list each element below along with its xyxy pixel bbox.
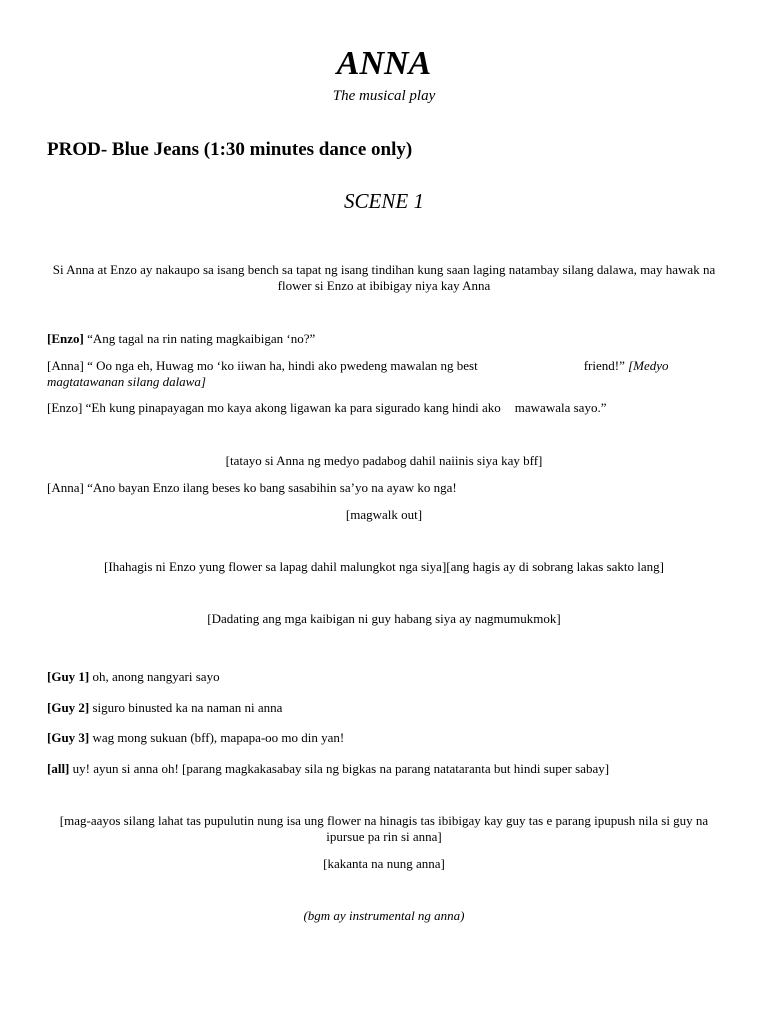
speaker-label: [Enzo] (47, 400, 83, 415)
dialogue-line-enzo-2 (47, 400, 723, 416)
scene-heading: SCENE 1 (344, 189, 424, 213)
dialogue-text: uy! ayun si anna oh! [parang magkakasabay sila ng bigkas na parang natataranta but hindi super sabay] (69, 761, 610, 776)
dialogue-line-guy-1 (47, 669, 723, 685)
dialogue-text: wag mong sukuan (bff), mapapa-oo mo din yan! (89, 730, 345, 745)
dialogue-line-anna-1 (47, 358, 723, 390)
dialogue-text: “Ang tagal na rin nating magkaibigan ‘no?” (83, 331, 316, 346)
speaker-label: [Guy 3] (47, 730, 90, 745)
dialogue-text: “Ano bayan Enzo ilang beses ko bang sasabihin sa’yo na ayaw ko nga! (83, 480, 457, 495)
speaker-label: [Guy 1] (47, 669, 90, 684)
dialogue-line-guy-3 (47, 730, 723, 746)
dialogue-line-anna-2 (47, 480, 723, 496)
bgm-note: (bgm ay instrumental ng anna) (303, 908, 465, 923)
speaker-label: [Anna] (47, 358, 84, 373)
dialogue-text: “Eh kung pinapayagan mo kaya akong ligawan ka para sigurado kang hindi ako (82, 400, 501, 415)
prod-heading: PROD- Blue Jeans (1:30 minutes dance only) (47, 139, 413, 160)
dialogue-text-cont: mawawala sayo.” (514, 400, 607, 415)
speaker-label: [Enzo] (47, 331, 84, 346)
dialogue-line-all (47, 761, 723, 777)
stage-direction: [Dadating ang mga kaibigan ni guy habang siya ay nagmumukmok] (207, 611, 561, 626)
stage-direction: [Ihahagis ni Enzo yung flower sa lapag dahil malungkot nga siya][ang hagis ay di sobrang lakas sakto lang] (104, 559, 664, 574)
stage-direction-inline: [Medyo magtatawanan silang dalawa] (47, 358, 669, 389)
dialogue-text-cont: friend!” (583, 358, 629, 373)
stage-direction: [mag-aayos silang lahat tas pupulutin nung isa ung flower na hinagis tas ibibigay kay guy tas e parang ipupush nila si guy na ipursue pa rin si anna] (59, 813, 709, 844)
intro-direction: Si Anna at Enzo ay nakaupo sa isang bench sa tapat ng isang tindihan kung saan laging natambay silang dalawa, may hawak na flower si Enzo at ibibigay niya kay Anna (52, 262, 716, 293)
speaker-label: [Guy 2] (47, 700, 90, 715)
dialogue-text: siguro binusted ka na naman ni anna (89, 700, 283, 715)
dialogue-text: oh, anong nangyari sayo (89, 669, 220, 684)
dialogue-text: “ Oo nga eh, Huwag mo ‘ko iiwan ha, hindi ako pwedeng mawalan ng best (83, 358, 478, 373)
dialogue-line-enzo-1 (47, 331, 723, 347)
dialogue-line-guy-2 (47, 700, 723, 716)
play-title: ANNA (336, 45, 432, 82)
speaker-label: [all] (47, 761, 70, 776)
stage-direction: [magwalk out] (345, 507, 423, 522)
stage-direction: [kakanta na nung anna] (323, 856, 445, 871)
speaker-label: [Anna] (47, 480, 84, 495)
stage-direction: [tatayo si Anna ng medyo padabog dahil naiinis siya kay bff] (225, 453, 543, 468)
play-subtitle: The musical play (332, 88, 436, 104)
